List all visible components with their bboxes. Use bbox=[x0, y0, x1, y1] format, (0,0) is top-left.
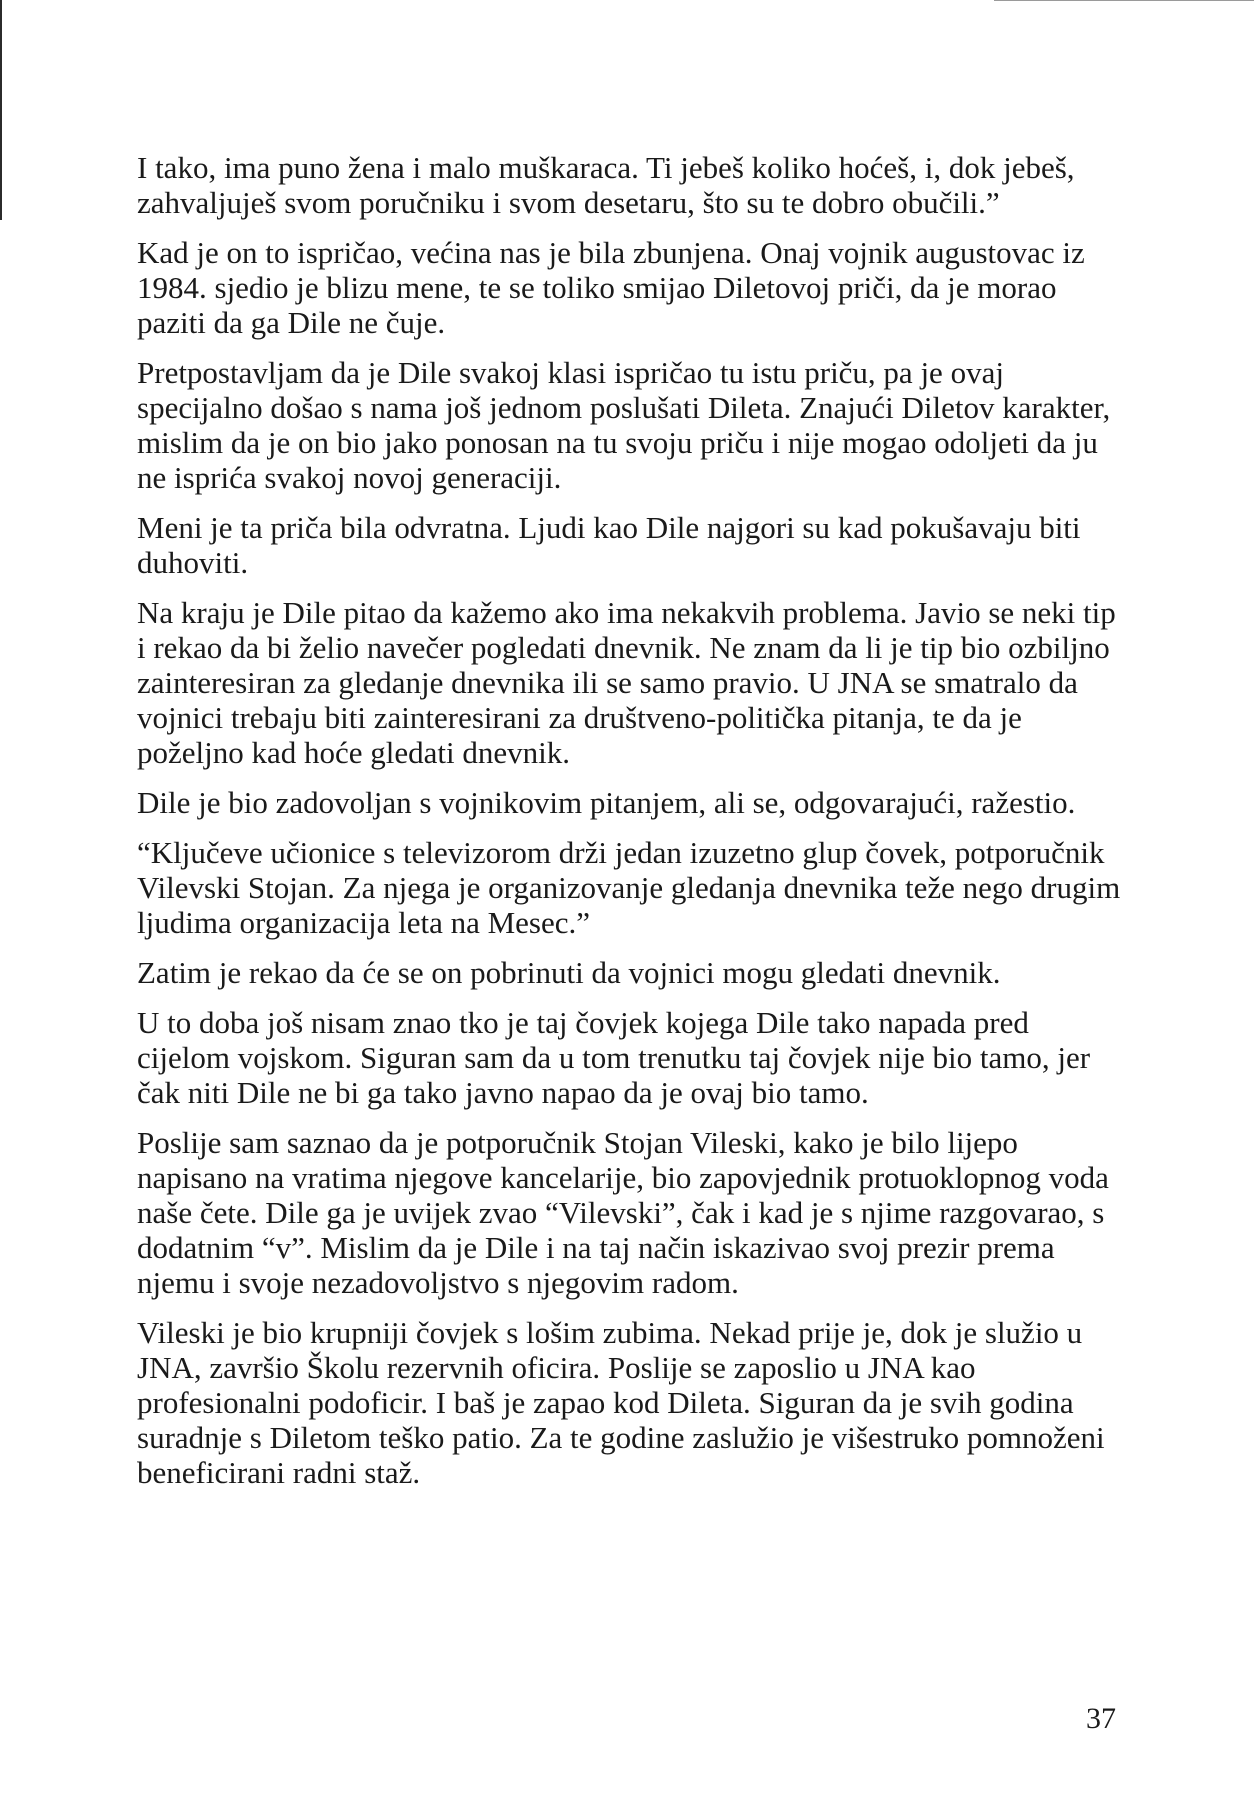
paragraph: Pretpostavljam da je Dile svakoj klasi ispričao tu istu priču, pa je ovaj specijalno došao s nama još jednom poslušati Dileta. Znajući Diletov karakter, mislim da je on bio jako ponosan na tu svoju priču i nije mogao odoljeti da ju ne isprića svakoj novoj generaciji. bbox=[137, 355, 1111, 495]
paragraph: Poslije sam saznao da je potporučnik Stojan Vileski, kako je bilo lijepo napisano na vratima njegove kancelarije, bio zapovjednik protuoklopnog voda naše čete. Dile ga je uvijek zvao “Vilevski”, čak i kad je s njime razgovarao, s dodatnim “v”. Mislim da je Dile i na taj način iskazivao svoj prezir prema njemu i svoje nezadovoljstvo s njegovim radom. bbox=[137, 1125, 1109, 1300]
page-number: 37 bbox=[1086, 1702, 1116, 1735]
paragraph: U to doba još nisam znao tko je taj čovjek kojega Dile tako napada pred cijelom vojskom. Siguran sam da u tom trenutku taj čovjek nije bio tamo, jer čak niti Dile ne bi ga tako javno napao da je ovaj bio tamo. bbox=[137, 1005, 1091, 1110]
page-body bbox=[137, 150, 1127, 1505]
paragraph: Na kraju je Dile pitao da kažemo ako ima nekakvih problema. Javio se neki tip i rekao da bi želio navečer pogledati dnevnik. Ne znam da li je tip bio ozbiljno zainteresiran za gledanje dnevnika ili se samo pravio. U JNA se smatralo da vojnici trebaju biti zainteresirani za društveno-politička pitanja, te da je poželjno kad hoće gledati dnevnik. bbox=[137, 595, 1116, 770]
paragraph: “Ključeve učionice s televizorom drži jedan izuzetno glup čovek, potporučnik Vilevski Stojan. Za njega je organizovanje gledanja dnevnika teže nego drugim ljudima organizacija leta na Mesec.” bbox=[137, 835, 1121, 940]
paragraph: Vileski je bio krupniji čovjek s lošim zubima. Nekad prije je, dok je služio u JNA, završio Školu rezervnih oficira. Poslije se zaposlio u JNA kao profesionalni podoficir. I baš je zapao kod Dileta. Siguran da je svih godina suradnje s Diletom teško patio. Za te godine zaslužio je višestruko pomnoženi beneficirani radni staž. bbox=[137, 1315, 1105, 1490]
paragraph: Zatim je rekao da će se on pobrinuti da vojnici mogu gledati dnevnik. bbox=[137, 955, 1001, 990]
paragraph: I tako, ima puno žena i malo muškaraca. Ti jebeš koliko hoćeš, i, dok jebeš, zahvaljuješ svom poručniku i svom desetaru, što su te dobro obučili.” bbox=[137, 150, 1075, 220]
paragraph: Kad je on to ispričao, većina nas je bila zbunjena. Onaj vojnik augustovac iz 1984. sjedio je blizu mene, te se toliko smijao Diletovoj priči, da je morao paziti da ga Dile ne čuje. bbox=[137, 235, 1085, 340]
paragraph: Dile je bio zadovoljan s vojnikovim pitanjem, ali se, odgovarajući, ražestio. bbox=[137, 785, 1076, 820]
paragraph: Meni je ta priča bila odvratna. Ljudi kao Dile najgori su kad pokušavaju biti duhoviti. bbox=[137, 510, 1081, 580]
scan-edge-top bbox=[994, 0, 1254, 1]
scan-edge-left bbox=[0, 0, 2, 220]
